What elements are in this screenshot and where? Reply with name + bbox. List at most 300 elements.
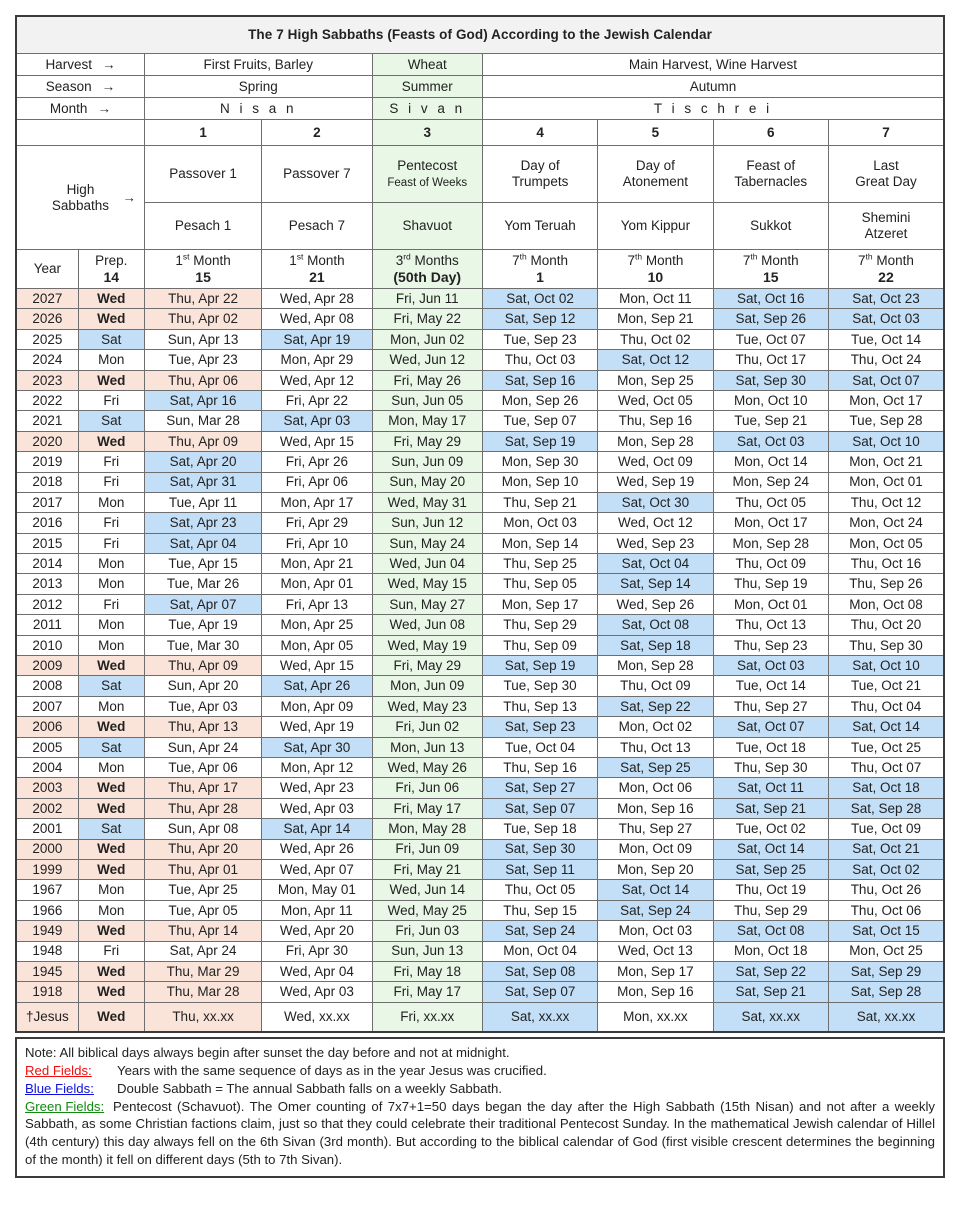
month-header-2: 1st Month 21 [262, 250, 372, 289]
row-date-cell: Sat, Oct 10 [828, 656, 944, 676]
table-row [16, 839, 944, 859]
table-row [16, 778, 944, 798]
table-row [16, 900, 944, 920]
row-year: 2025 [16, 329, 78, 349]
row-prep-day: Wed [78, 982, 144, 1002]
blue-fields-text: Double Sabbath = The annual Sabbath falls on a weekly Sabbath. [117, 1080, 503, 1096]
feast-name-7: Last Great Day [828, 146, 944, 203]
harvest-spring: First Fruits, Barley [144, 54, 372, 76]
row-date-cell: Mon, Apr 01 [262, 574, 372, 594]
row-prep-day: Fri [78, 472, 144, 492]
row-date-cell: Sat, Sep 12 [482, 309, 597, 329]
row-date-cell: Thu, Apr 28 [144, 798, 261, 818]
row-year: 2013 [16, 574, 78, 594]
row-prep-day: Mon [78, 574, 144, 594]
row-prep-day: Fri [78, 533, 144, 553]
row-prep-day: Wed [78, 839, 144, 859]
row-prep-day: Mon [78, 554, 144, 574]
row-date-cell: Thu, Sep 27 [713, 696, 828, 716]
arrow-icon: → [101, 78, 116, 94]
row-date-cell: Wed, Apr 15 [262, 656, 372, 676]
row-date-cell: Wed, May 26 [372, 757, 482, 777]
row-date-cell: Fri, May 21 [372, 859, 482, 879]
row-date-cell: Fri, Apr 06 [262, 472, 372, 492]
table-row [16, 859, 944, 879]
row-date-cell: Tue, Oct 18 [713, 737, 828, 757]
feast-number-1: 1 [144, 120, 261, 146]
month-header-4: 7th Month 1 [482, 250, 597, 289]
season-label: Season → [16, 76, 144, 98]
row-prep-day: Fri [78, 452, 144, 472]
feast-number-row [16, 120, 944, 146]
row-date-cell: Fri, Jun 03 [372, 921, 482, 941]
title-row [16, 16, 944, 54]
row-date-cell: Tue, Apr 05 [144, 900, 261, 920]
row-date-cell: Mon, Sep 20 [598, 859, 713, 879]
row-date-cell: Tue, Sep 30 [482, 676, 597, 696]
row-date-cell: Thu, Sep 30 [828, 635, 944, 655]
row-date-cell: Sat, Sep 28 [828, 982, 944, 1002]
row-date-cell: Wed, Jun 08 [372, 615, 482, 635]
row-date-cell: Wed, Apr 20 [262, 921, 372, 941]
row-date-cell: Mon, Oct 21 [828, 452, 944, 472]
note-line-1: Note: All biblical days always begin after sunset the day before and not at midnight. [25, 1044, 510, 1060]
high-sabbaths-table [15, 15, 945, 1033]
month-label: Month → [16, 98, 144, 120]
table-row [16, 921, 944, 941]
row-date-cell: Sat, Oct 14 [828, 717, 944, 737]
table-row [16, 574, 944, 594]
row-date-cell: Thu, Oct 03 [482, 350, 597, 370]
row-date-cell: Sat, Oct 30 [598, 492, 713, 512]
row-date-cell: Sat, Sep 25 [713, 859, 828, 879]
row-date-cell: Mon, Oct 06 [598, 778, 713, 798]
row-prep-day: Sat [78, 737, 144, 757]
month-nisan: N i s a n [144, 98, 372, 120]
row-date-cell: Sat, Oct 10 [828, 431, 944, 451]
row-date-cell: Sat, Sep 28 [828, 798, 944, 818]
row-date-cell: Fri, May 17 [372, 982, 482, 1002]
row-date-cell: Sat, Oct 15 [828, 921, 944, 941]
table-row [16, 737, 944, 757]
row-year: 2016 [16, 513, 78, 533]
row-prep-day: Fri [78, 594, 144, 614]
row-date-cell: Mon, Sep 28 [598, 656, 713, 676]
row-date-cell: Thu, Apr 22 [144, 289, 261, 309]
green-fields-label: Green Fields: [25, 1098, 105, 1114]
row-date-cell: Mon, Oct 24 [828, 513, 944, 533]
row-prep-day: Wed [78, 798, 144, 818]
row-date-cell: Sun, Apr 08 [144, 819, 261, 839]
row-prep-day: Mon [78, 696, 144, 716]
row-date-cell: Sat, Oct 16 [713, 289, 828, 309]
row-year: 2006 [16, 717, 78, 737]
row-year: 2002 [16, 798, 78, 818]
row-year: 2019 [16, 452, 78, 472]
row-date-cell: Fri, Jun 06 [372, 778, 482, 798]
row-date-cell: Mon, May 01 [262, 880, 372, 900]
row-date-cell: Sat, Apr 16 [144, 390, 261, 410]
row-date-cell: Thu, Sep 16 [598, 411, 713, 431]
row-date-cell: Thu, Apr 02 [144, 309, 261, 329]
row-date-cell: Tue, Oct 02 [713, 819, 828, 839]
row-date-cell: Wed, Apr 23 [262, 778, 372, 798]
row-date-cell: Thu, Oct 26 [828, 880, 944, 900]
row-year: 2000 [16, 839, 78, 859]
row-prep-day: Sat [78, 329, 144, 349]
row-prep-day: Wed [78, 656, 144, 676]
row-date-cell: Thu, Sep 23 [713, 635, 828, 655]
empty-corner [16, 120, 144, 146]
row-date-cell: Sat, Sep 24 [598, 900, 713, 920]
row-date-cell: Mon, Oct 02 [598, 717, 713, 737]
row-date-cell: Thu, Apr 14 [144, 921, 261, 941]
row-date-cell: Mon, Jun 13 [372, 737, 482, 757]
row-date-cell: Sat, Oct 11 [713, 778, 828, 798]
row-date-cell: Thu, Mar 28 [144, 982, 261, 1002]
row-date-cell: Mon, Oct 05 [828, 533, 944, 553]
row-date-cell: Wed, Apr 12 [262, 370, 372, 390]
row-date-cell: Sat, Oct 03 [713, 431, 828, 451]
row-date-cell: Wed, May 15 [372, 574, 482, 594]
feast-name-6: Feast of Tabernacles [713, 146, 828, 203]
row-date-cell: Wed, Sep 23 [598, 533, 713, 553]
row-prep-day: Wed [78, 921, 144, 941]
row-date-cell: Sat, Oct 23 [828, 289, 944, 309]
table-row [16, 289, 944, 309]
row-date-cell: Sat, Oct 07 [713, 717, 828, 737]
row-date-cell: Sat, xx.xx [828, 1002, 944, 1032]
row-date-cell: Sat, Apr 14 [262, 819, 372, 839]
row-date-cell: Wed, Jun 12 [372, 350, 482, 370]
row-date-cell: Thu, xx.xx [144, 1002, 261, 1032]
row-prep-day: Wed [78, 859, 144, 879]
table-row [16, 615, 944, 635]
row-date-cell: Sat, Sep 25 [598, 757, 713, 777]
arrow-icon: → [97, 100, 111, 116]
row-date-cell: Wed, Oct 09 [598, 452, 713, 472]
row-year: 2024 [16, 350, 78, 370]
row-date-cell: Wed, Apr 15 [262, 431, 372, 451]
row-date-cell: Sat, Oct 21 [828, 839, 944, 859]
month-header-7: 7th Month 22 [828, 250, 944, 289]
feast-name-row [16, 146, 944, 203]
table-row [16, 635, 944, 655]
row-date-cell: Wed, Sep 19 [598, 472, 713, 492]
row-date-cell: Tue, Mar 30 [144, 635, 261, 655]
table-row [16, 554, 944, 574]
row-date-cell: Fri, Apr 13 [262, 594, 372, 614]
harvest-row [16, 54, 944, 76]
row-date-cell: Mon, May 17 [372, 411, 482, 431]
row-year: 2012 [16, 594, 78, 614]
table-row [16, 390, 944, 410]
row-date-cell: Sat, Sep 27 [482, 778, 597, 798]
row-prep-day: Wed [78, 717, 144, 737]
row-date-cell: Mon, Oct 10 [713, 390, 828, 410]
hebrew-name-5: Yom Kippur [598, 203, 713, 250]
row-date-cell: Sat, Sep 07 [482, 798, 597, 818]
row-date-cell: Thu, Apr 20 [144, 839, 261, 859]
hebrew-name-6: Sukkot [713, 203, 828, 250]
row-year: 2007 [16, 696, 78, 716]
row-year: 2003 [16, 778, 78, 798]
row-date-cell: Tue, Mar 26 [144, 574, 261, 594]
row-date-cell: Thu, Sep 25 [482, 554, 597, 574]
row-date-cell: Fri, Jun 11 [372, 289, 482, 309]
row-date-cell: Sat, Oct 08 [598, 615, 713, 635]
row-year: 2026 [16, 309, 78, 329]
feast-number-7: 7 [828, 120, 944, 146]
row-date-cell: Mon, Sep 14 [482, 533, 597, 553]
row-year: 2011 [16, 615, 78, 635]
row-date-cell: Thu, Oct 24 [828, 350, 944, 370]
row-date-cell: Sun, Apr 20 [144, 676, 261, 696]
row-year: 2021 [16, 411, 78, 431]
row-date-cell: Sun, May 24 [372, 533, 482, 553]
row-year: 2022 [16, 390, 78, 410]
feast-name-1: Passover 1 [144, 146, 261, 203]
table-row [16, 961, 944, 981]
row-date-cell: Wed, Jun 14 [372, 880, 482, 900]
table-row [16, 513, 944, 533]
row-date-cell: Mon, Oct 17 [828, 390, 944, 410]
row-date-cell: Tue, Apr 15 [144, 554, 261, 574]
row-date-cell: Fri, May 17 [372, 798, 482, 818]
row-prep-day: Fri [78, 513, 144, 533]
row-date-cell: Thu, Oct 07 [828, 757, 944, 777]
row-year: 1966 [16, 900, 78, 920]
row-date-cell: Mon, Sep 28 [713, 533, 828, 553]
row-date-cell: Wed, Apr 03 [262, 798, 372, 818]
row-date-cell: Sat, Oct 18 [828, 778, 944, 798]
row-date-cell: Wed, xx.xx [262, 1002, 372, 1032]
row-date-cell: Sat, Oct 03 [828, 309, 944, 329]
row-prep-day: Mon [78, 757, 144, 777]
row-date-cell: Sat, Sep 21 [713, 798, 828, 818]
row-date-cell: Fri, May 29 [372, 431, 482, 451]
row-date-cell: Sat, Sep 30 [482, 839, 597, 859]
row-date-cell: Sat, Sep 19 [482, 431, 597, 451]
row-year: 2008 [16, 676, 78, 696]
row-date-cell: Sat, Apr 26 [262, 676, 372, 696]
row-date-cell: Thu, Oct 20 [828, 615, 944, 635]
row-date-cell: Mon, Sep 24 [713, 472, 828, 492]
row-date-cell: Thu, Sep 26 [828, 574, 944, 594]
row-date-cell: Sat, Sep 24 [482, 921, 597, 941]
table-row [16, 717, 944, 737]
row-date-cell: Mon, Apr 12 [262, 757, 372, 777]
page-title: The 7 High Sabbaths (Feasts of God) According to the Jewish Calendar [16, 16, 944, 54]
row-date-cell: Tue, Oct 14 [828, 329, 944, 349]
month-header-3: 3rd Months (50th Day) [372, 250, 482, 289]
row-date-cell: Fri, xx.xx [372, 1002, 482, 1032]
hebrew-name-3: Shavuot [372, 203, 482, 250]
table-row [16, 819, 944, 839]
feast-name-5: Day of Atonement [598, 146, 713, 203]
feast-name-3: Pentecost Feast of Weeks [372, 146, 482, 203]
row-date-cell: Mon, Oct 04 [482, 941, 597, 961]
row-date-cell: Wed, Apr 04 [262, 961, 372, 981]
row-date-cell: Mon, Sep 10 [482, 472, 597, 492]
row-date-cell: Mon, Oct 17 [713, 513, 828, 533]
row-date-cell: Fri, May 22 [372, 309, 482, 329]
row-date-cell: Fri, May 18 [372, 961, 482, 981]
row-year: 2005 [16, 737, 78, 757]
row-date-cell: Tue, Sep 21 [713, 411, 828, 431]
row-date-cell: Sat, Apr 23 [144, 513, 261, 533]
row-date-cell: Sat, Apr 03 [262, 411, 372, 431]
row-date-cell: Wed, May 25 [372, 900, 482, 920]
row-prep-day: Wed [78, 778, 144, 798]
row-year: 2017 [16, 492, 78, 512]
row-date-cell: Sat, Sep 19 [482, 656, 597, 676]
hebrew-name-7: Shemini Atzeret [828, 203, 944, 250]
row-prep-day: Wed [78, 1002, 144, 1032]
row-date-cell: Sat, Oct 08 [713, 921, 828, 941]
row-year: 1948 [16, 941, 78, 961]
row-date-cell: Mon, Jun 02 [372, 329, 482, 349]
row-date-cell: Mon, Apr 05 [262, 635, 372, 655]
row-date-cell: Tue, Sep 18 [482, 819, 597, 839]
row-date-cell: Mon, xx.xx [598, 1002, 713, 1032]
row-prep-day: Wed [78, 370, 144, 390]
row-date-cell: Mon, Oct 14 [713, 452, 828, 472]
row-date-cell: Sat, Sep 26 [713, 309, 828, 329]
table-row [16, 329, 944, 349]
table-row [16, 594, 944, 614]
row-date-cell: Tue, Apr 06 [144, 757, 261, 777]
row-year: 2027 [16, 289, 78, 309]
row-prep-day: Mon [78, 635, 144, 655]
row-date-cell: Thu, Oct 17 [713, 350, 828, 370]
row-date-cell: Wed, Sep 26 [598, 594, 713, 614]
row-date-cell: Mon, Sep 26 [482, 390, 597, 410]
row-date-cell: Wed, Jun 04 [372, 554, 482, 574]
row-date-cell: Sat, Sep 08 [482, 961, 597, 981]
row-prep-day: Sat [78, 411, 144, 431]
table-row [16, 492, 944, 512]
row-year: 1999 [16, 859, 78, 879]
row-date-cell: Sat, Sep 11 [482, 859, 597, 879]
green-fields-text: Pentecost (Schavuot). The Omer counting of 7x7+1=50 days began the day after the High Sabbath (15th Nisan) and not after a weekly Sabbath, as some Christian factions claim, just so that they could celebrate their traditional Pentecost Sunday. In the mathematical Jewish calendar of Hillel (4th century) this day always fell on the 6th Sivan (3rd month). But according to the biblical calendar of God (first visible crescent determines the beginning of the month) it fell on different days (5th to 7th Sivan). [25, 1098, 935, 1168]
feast-number-4: 4 [482, 120, 597, 146]
row-prep-day: Mon [78, 350, 144, 370]
row-prep-day: Fri [78, 390, 144, 410]
table-row [16, 472, 944, 492]
month-header-1: 1st Month 15 [144, 250, 261, 289]
row-date-cell: Sat, Oct 04 [598, 554, 713, 574]
row-date-cell: Thu, Oct 06 [828, 900, 944, 920]
row-date-cell: Wed, Apr 07 [262, 859, 372, 879]
row-date-cell: Thu, Oct 04 [828, 696, 944, 716]
row-date-cell: Wed, Apr 26 [262, 839, 372, 859]
row-date-cell: Sun, Jun 13 [372, 941, 482, 961]
row-date-cell: Mon, Oct 01 [828, 472, 944, 492]
row-year: 2020 [16, 431, 78, 451]
table-row [16, 1002, 944, 1032]
row-date-cell: Tue, Oct 25 [828, 737, 944, 757]
row-date-cell: Mon, Sep 30 [482, 452, 597, 472]
row-date-cell: Sat, Apr 20 [144, 452, 261, 472]
row-date-cell: Fri, May 26 [372, 370, 482, 390]
row-date-cell: Mon, Sep 16 [598, 982, 713, 1002]
row-date-cell: Mon, Apr 21 [262, 554, 372, 574]
row-date-cell: Thu, Oct 19 [713, 880, 828, 900]
row-date-cell: Thu, Sep 13 [482, 696, 597, 716]
high-sabbaths-text: High Sabbaths [51, 181, 109, 213]
row-date-cell: Fri, Apr 29 [262, 513, 372, 533]
row-date-cell: Mon, Apr 09 [262, 696, 372, 716]
row-date-cell: Thu, Sep 09 [482, 635, 597, 655]
row-date-cell: Sat, Sep 21 [713, 982, 828, 1002]
row-date-cell: Thu, Apr 13 [144, 717, 261, 737]
row-date-cell: Tue, Sep 07 [482, 411, 597, 431]
arrow-icon: → [101, 56, 116, 72]
row-year: 1945 [16, 961, 78, 981]
row-date-cell: Wed, Oct 05 [598, 390, 713, 410]
row-date-cell: Mon, Oct 08 [828, 594, 944, 614]
table-row [16, 757, 944, 777]
hebrew-name-1: Pesach 1 [144, 203, 261, 250]
row-date-cell: Wed, May 19 [372, 635, 482, 655]
row-date-cell: Tue, Oct 04 [482, 737, 597, 757]
row-date-cell: Sun, May 20 [372, 472, 482, 492]
row-date-cell: Thu, Apr 09 [144, 656, 261, 676]
row-date-cell: Tue, Apr 25 [144, 880, 261, 900]
row-year: †Jesus [16, 1002, 78, 1032]
row-year: 2001 [16, 819, 78, 839]
row-date-cell: Sat, Oct 14 [713, 839, 828, 859]
row-date-cell: Thu, Sep 15 [482, 900, 597, 920]
row-date-cell: Sun, Mar 28 [144, 411, 261, 431]
row-date-cell: Tue, Apr 11 [144, 492, 261, 512]
row-date-cell: Sat, Oct 12 [598, 350, 713, 370]
row-year: 1967 [16, 880, 78, 900]
row-date-cell: Sun, May 27 [372, 594, 482, 614]
feast-number-6: 6 [713, 120, 828, 146]
feast-number-5: 5 [598, 120, 713, 146]
notes-box [15, 1037, 945, 1179]
row-date-cell: Wed, Oct 12 [598, 513, 713, 533]
row-date-cell: Thu, Oct 16 [828, 554, 944, 574]
row-date-cell: Sat, Apr 04 [144, 533, 261, 553]
row-date-cell: Mon, Apr 29 [262, 350, 372, 370]
season-autumn: Autumn [482, 76, 944, 98]
row-prep-day: Wed [78, 289, 144, 309]
row-date-cell: Mon, Sep 25 [598, 370, 713, 390]
row-prep-day: Sat [78, 676, 144, 696]
season-summer: Summer [372, 76, 482, 98]
month-header-5: 7th Month 10 [598, 250, 713, 289]
row-date-cell: Wed, May 23 [372, 696, 482, 716]
feast-name-2: Passover 7 [262, 146, 372, 203]
row-date-cell: Thu, Oct 13 [598, 737, 713, 757]
row-date-cell: Thu, Sep 27 [598, 819, 713, 839]
row-date-cell: Thu, Oct 02 [598, 329, 713, 349]
row-date-cell: Mon, Oct 25 [828, 941, 944, 961]
row-prep-day: Sat [78, 819, 144, 839]
row-date-cell: Sat, Sep 22 [713, 961, 828, 981]
month-header-6: 7th Month 15 [713, 250, 828, 289]
row-prep-day: Wed [78, 309, 144, 329]
row-year: 2023 [16, 370, 78, 390]
hebrew-name-2: Pesach 7 [262, 203, 372, 250]
row-date-cell: Thu, Oct 05 [713, 492, 828, 512]
row-date-cell: Sat, Sep 07 [482, 982, 597, 1002]
month-row [16, 98, 944, 120]
table-row [16, 696, 944, 716]
